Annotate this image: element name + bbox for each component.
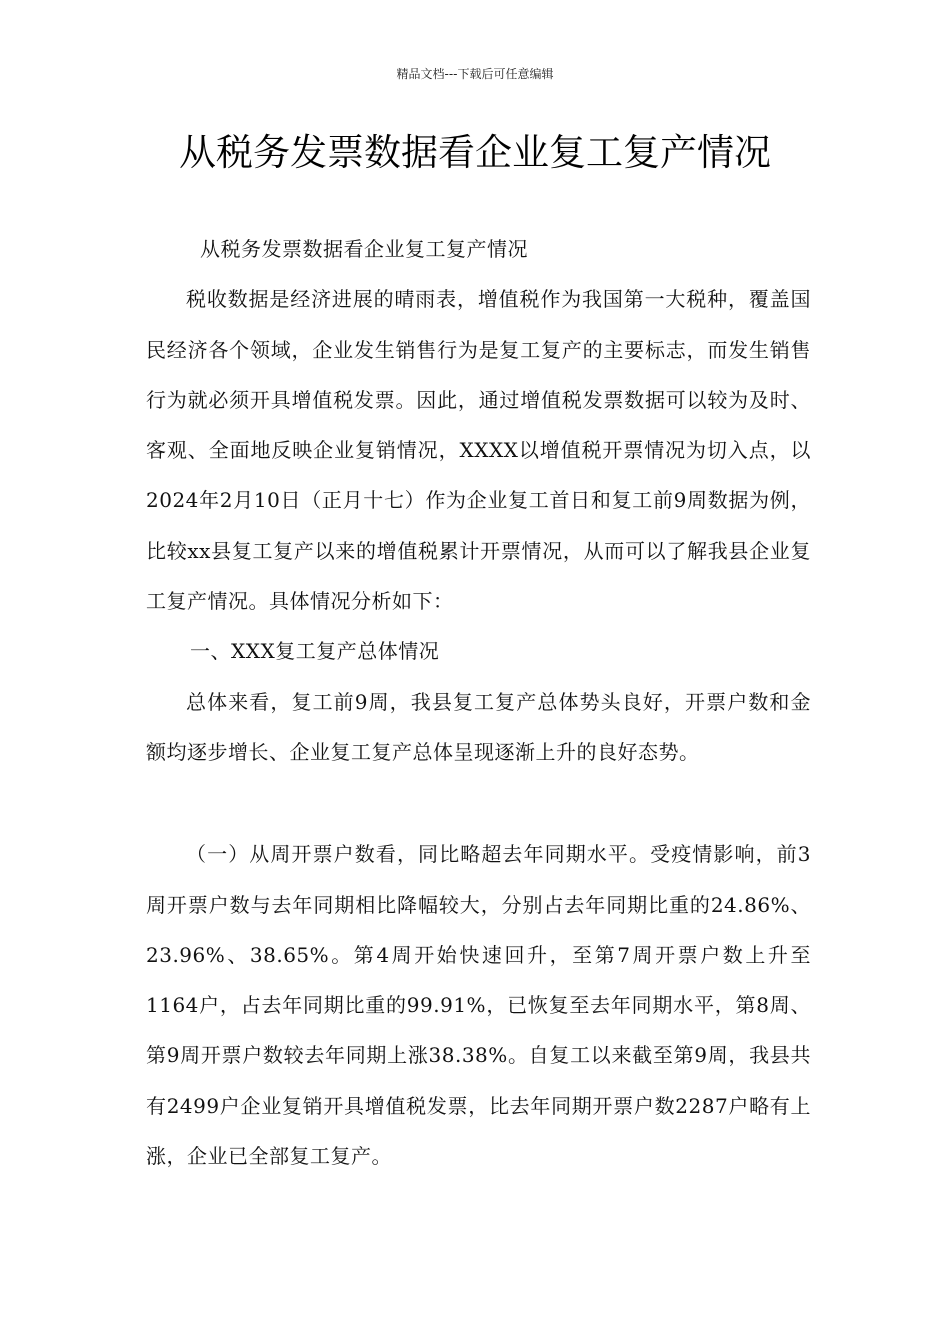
paragraph-gap [146,777,811,829]
intro-paragraph: 税收数据是经济进展的晴雨表，增值税作为我国第一大税种，覆盖国民经济各个领域，企业发生销售行为是复工复产的主要标志，而发生销售行为就必须开具增值税发票。因此，通过增值税发票数据可以较为及时、客观、全面地反映企业复销情况，XXXX以增值税开票情况为切入点，以2024年2月10日（正月十七）作为企业复工首日和复工前9周数据为例，比较xx县复工复产以来的增值税累计开票情况，从而可以了解我县企业复工复产情况。具体情况分析如下： [146,287,811,614]
document-body [146,224,811,1181]
header-watermark: 精品文档---下载后可任意编辑 [396,67,554,81]
weekly-paragraph: （一）从周开票户数看，同比略超去年同期水平。受疫情影响，前3周开票户数与去年同期相比降幅较大，分别占去年同期比重的24.86%、23.96%、38.65%。第4周开始快速回升，至第7周开票户数上升至1164户，占去年同期比重的99.91%，已恢复至去年同期水平，第8周、第9周开票户数较去年同期上涨38.38%。自复工以来截至第9周，我县共有2499户企业复销开具增值税发票，比去年同期开票户数2287户略有上涨，企业已全部复工复产。 [146,842,811,1169]
section-heading: 一、XXX复工复产总体情况 [190,639,440,664]
document-subtitle: 从税务发票数据看企业复工复产情况 [200,237,528,261]
document-title: 从税务发票数据看企业复工复产情况 [179,131,771,174]
overall-paragraph: 总体来看，复工前9周，我县复工复产总体势头良好，开票户数和金额均逐步增长、企业复工复产总体呈现逐渐上升的良好态势。 [146,689,811,764]
